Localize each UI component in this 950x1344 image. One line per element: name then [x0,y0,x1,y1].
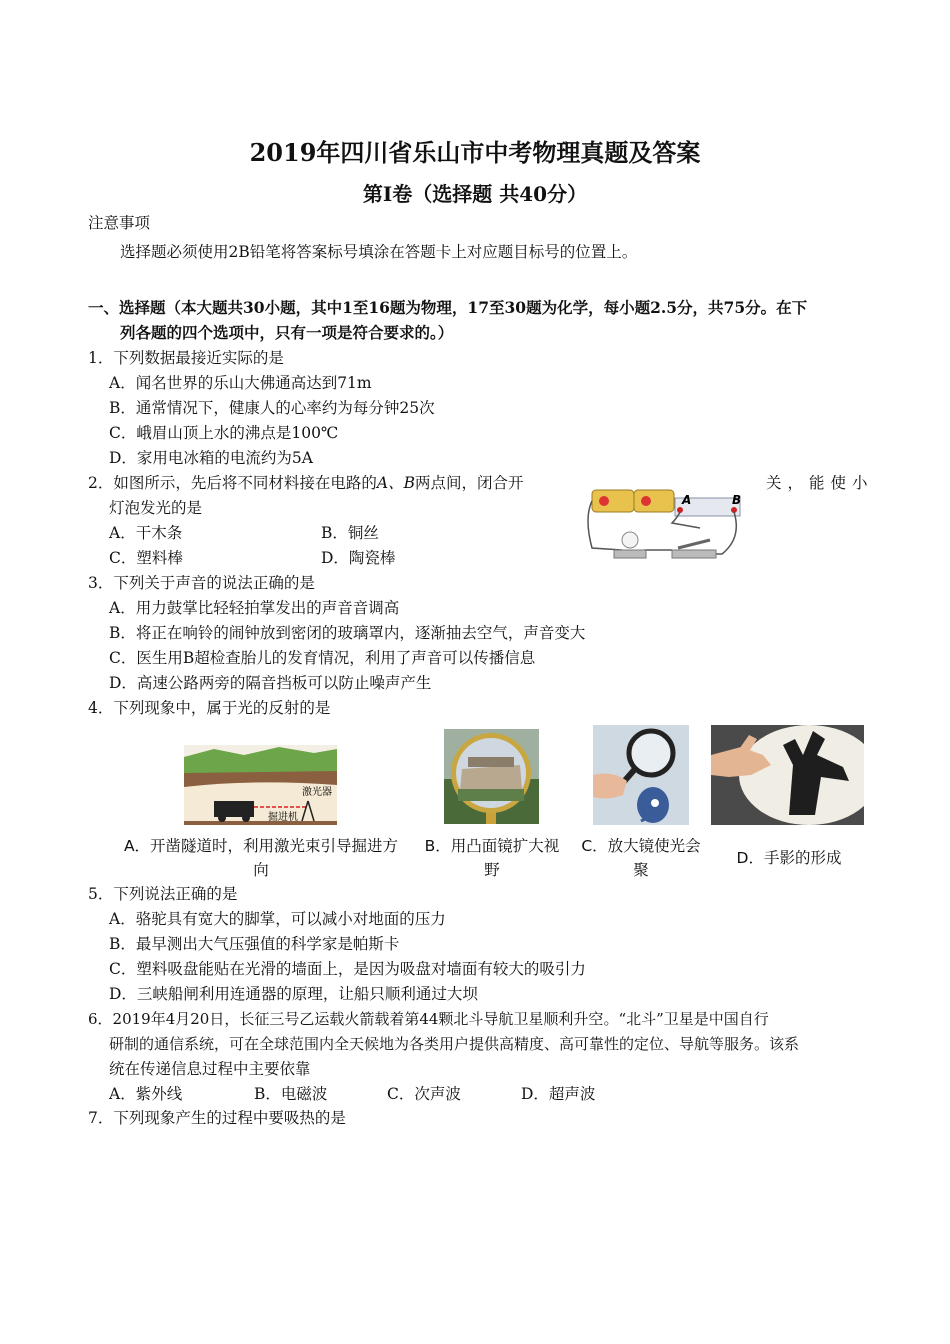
page-subtitle: 第Ⅰ卷（选择题 共40分） [362,182,588,206]
q4-caption-b-line1: B．用凸面镜扩大视 [424,837,560,855]
q4-caption-c [572,834,710,882]
q3-option-b: B．将正在响铃的闹钟放到密闭的玻璃罩内，逐渐抽去空气，声音变大 [109,624,586,642]
q4-caption-c-line1: C．放大镜使光会 [581,837,701,855]
q4-caption-b-line2: 野 [484,861,500,879]
q2-label-a: A [682,493,692,507]
q5-stem: 5．下列说法正确的是 [88,885,238,903]
q2-stem-part1: 2．如图所示，先后将不同材料接在电路的 [88,474,377,492]
q4-caption-b [415,834,569,882]
section-heading-cont: 列各题的四个选项中，只有一项是符合要求的。） [120,323,454,342]
q2-stem-right: 关，能使小 [766,474,874,492]
q4-label-machine: 掘进机 [268,812,298,823]
q2-option-c: C．塑料棒 [109,549,183,567]
q6-stem-line3: 统在传递信息过程中主要依靠 [109,1060,311,1078]
q6-option-d: D．超声波 [521,1085,596,1103]
q1-option-c: C．峨眉山顶上水的沸点是100℃ [109,424,339,442]
q2-stem-part2: 两点间，闭合开 [414,474,524,492]
q1-option-d: D．家用电冰箱的电流约为5A [109,449,313,467]
q3-option-d: D．高速公路两旁的隔音挡板可以防止噪声产生 [109,674,432,692]
q2-option-a: A．干木条 [109,524,183,542]
q4-image-a-tunnel [184,745,337,825]
q4-caption-d [716,846,862,870]
q6-stem-line2: 研制的通信系统，可在全球范围内全天候地为各类用户提供高精度、高可靠性的定位、导航等服务。该系 [109,1035,800,1053]
q6-option-a: A．紫外线 [109,1085,183,1103]
q4-image-d-hand-shadow [711,725,864,825]
section-heading: 一、选择题（本大题共30小题，其中1至16题为物理，17至30题为化学，每小题2.5分，共75分。在下 [88,298,808,317]
q1-option-b: B．通常情况下，健康人的心率约为每分钟25次 [109,399,435,417]
q6-option-c: C．次声波 [387,1085,461,1103]
q1-option-a: A．闻名世界的乐山大佛通高达到71m [109,374,372,392]
q7-stem: 7．下列现象产生的过程中要吸热的是 [88,1109,346,1127]
q5-option-a: A．骆驼具有宽大的脚掌，可以减小对地面的压力 [109,910,446,928]
q2-stem-points: A、B [376,474,415,492]
q2-option-b: B．铜丝 [321,524,379,542]
q5-option-c: C．塑料吸盘能贴在光滑的墙面上，是因为吸盘对墙面有较大的吸引力 [109,960,586,978]
q1-stem: 1．下列数据最接近实际的是 [88,349,284,367]
q2-stem-cont: 灯泡发光的是 [109,499,203,517]
q4-caption-a [110,834,412,882]
q4-caption-a-line2: 向 [253,861,269,879]
notice-text: 选择题必须使用2B铅笔将答案标号填涂在答题卡上对应题目标号的位置上。 [120,243,638,261]
q2-stem [88,472,523,494]
q6-option-b: B．电磁波 [254,1085,328,1103]
q2-label-b: B [732,493,742,507]
q4-caption-c-line2: 聚 [633,861,649,879]
q3-option-c: C．医生用B超检查胎儿的发育情况，利用了声音可以传播信息 [109,649,536,667]
q5-option-b: B．最早测出大气压强值的科学家是帕斯卡 [109,935,400,953]
q3-stem: 3．下列关于声音的说法正确的是 [88,574,315,592]
q6-stem-line1: 6．2019年4月20日，长征三号乙运载火箭载着第44颗北斗导航卫星顺利升空。“北斗”卫星是中国自行 [88,1010,769,1028]
q4-caption-a-line1: A．开凿隧道时，利用激光束引导掘进方 [123,837,399,855]
notice-heading: 注意事项 [88,214,151,232]
q3-option-a: A．用力鼓掌比轻轻拍掌发出的声音音调高 [109,599,400,617]
q4-caption-d-line1: D．手影的形成 [736,849,842,867]
q4-image-b-convex-mirror [444,729,539,824]
q4-image-c-magnifier [593,725,689,825]
q4-label-laser: 激光器 [302,787,332,798]
q2-option-d: D．陶瓷棒 [321,549,396,567]
page-title: 2019年四川省乐山市中考物理真题及答案 [249,138,701,167]
q5-option-d: D．三峡船闸利用连通器的原理，让船只顺利通过大坝 [109,985,478,1003]
q4-stem: 4．下列现象中，属于光的反射的是 [88,699,331,717]
q2-circuit-figure [582,478,752,570]
